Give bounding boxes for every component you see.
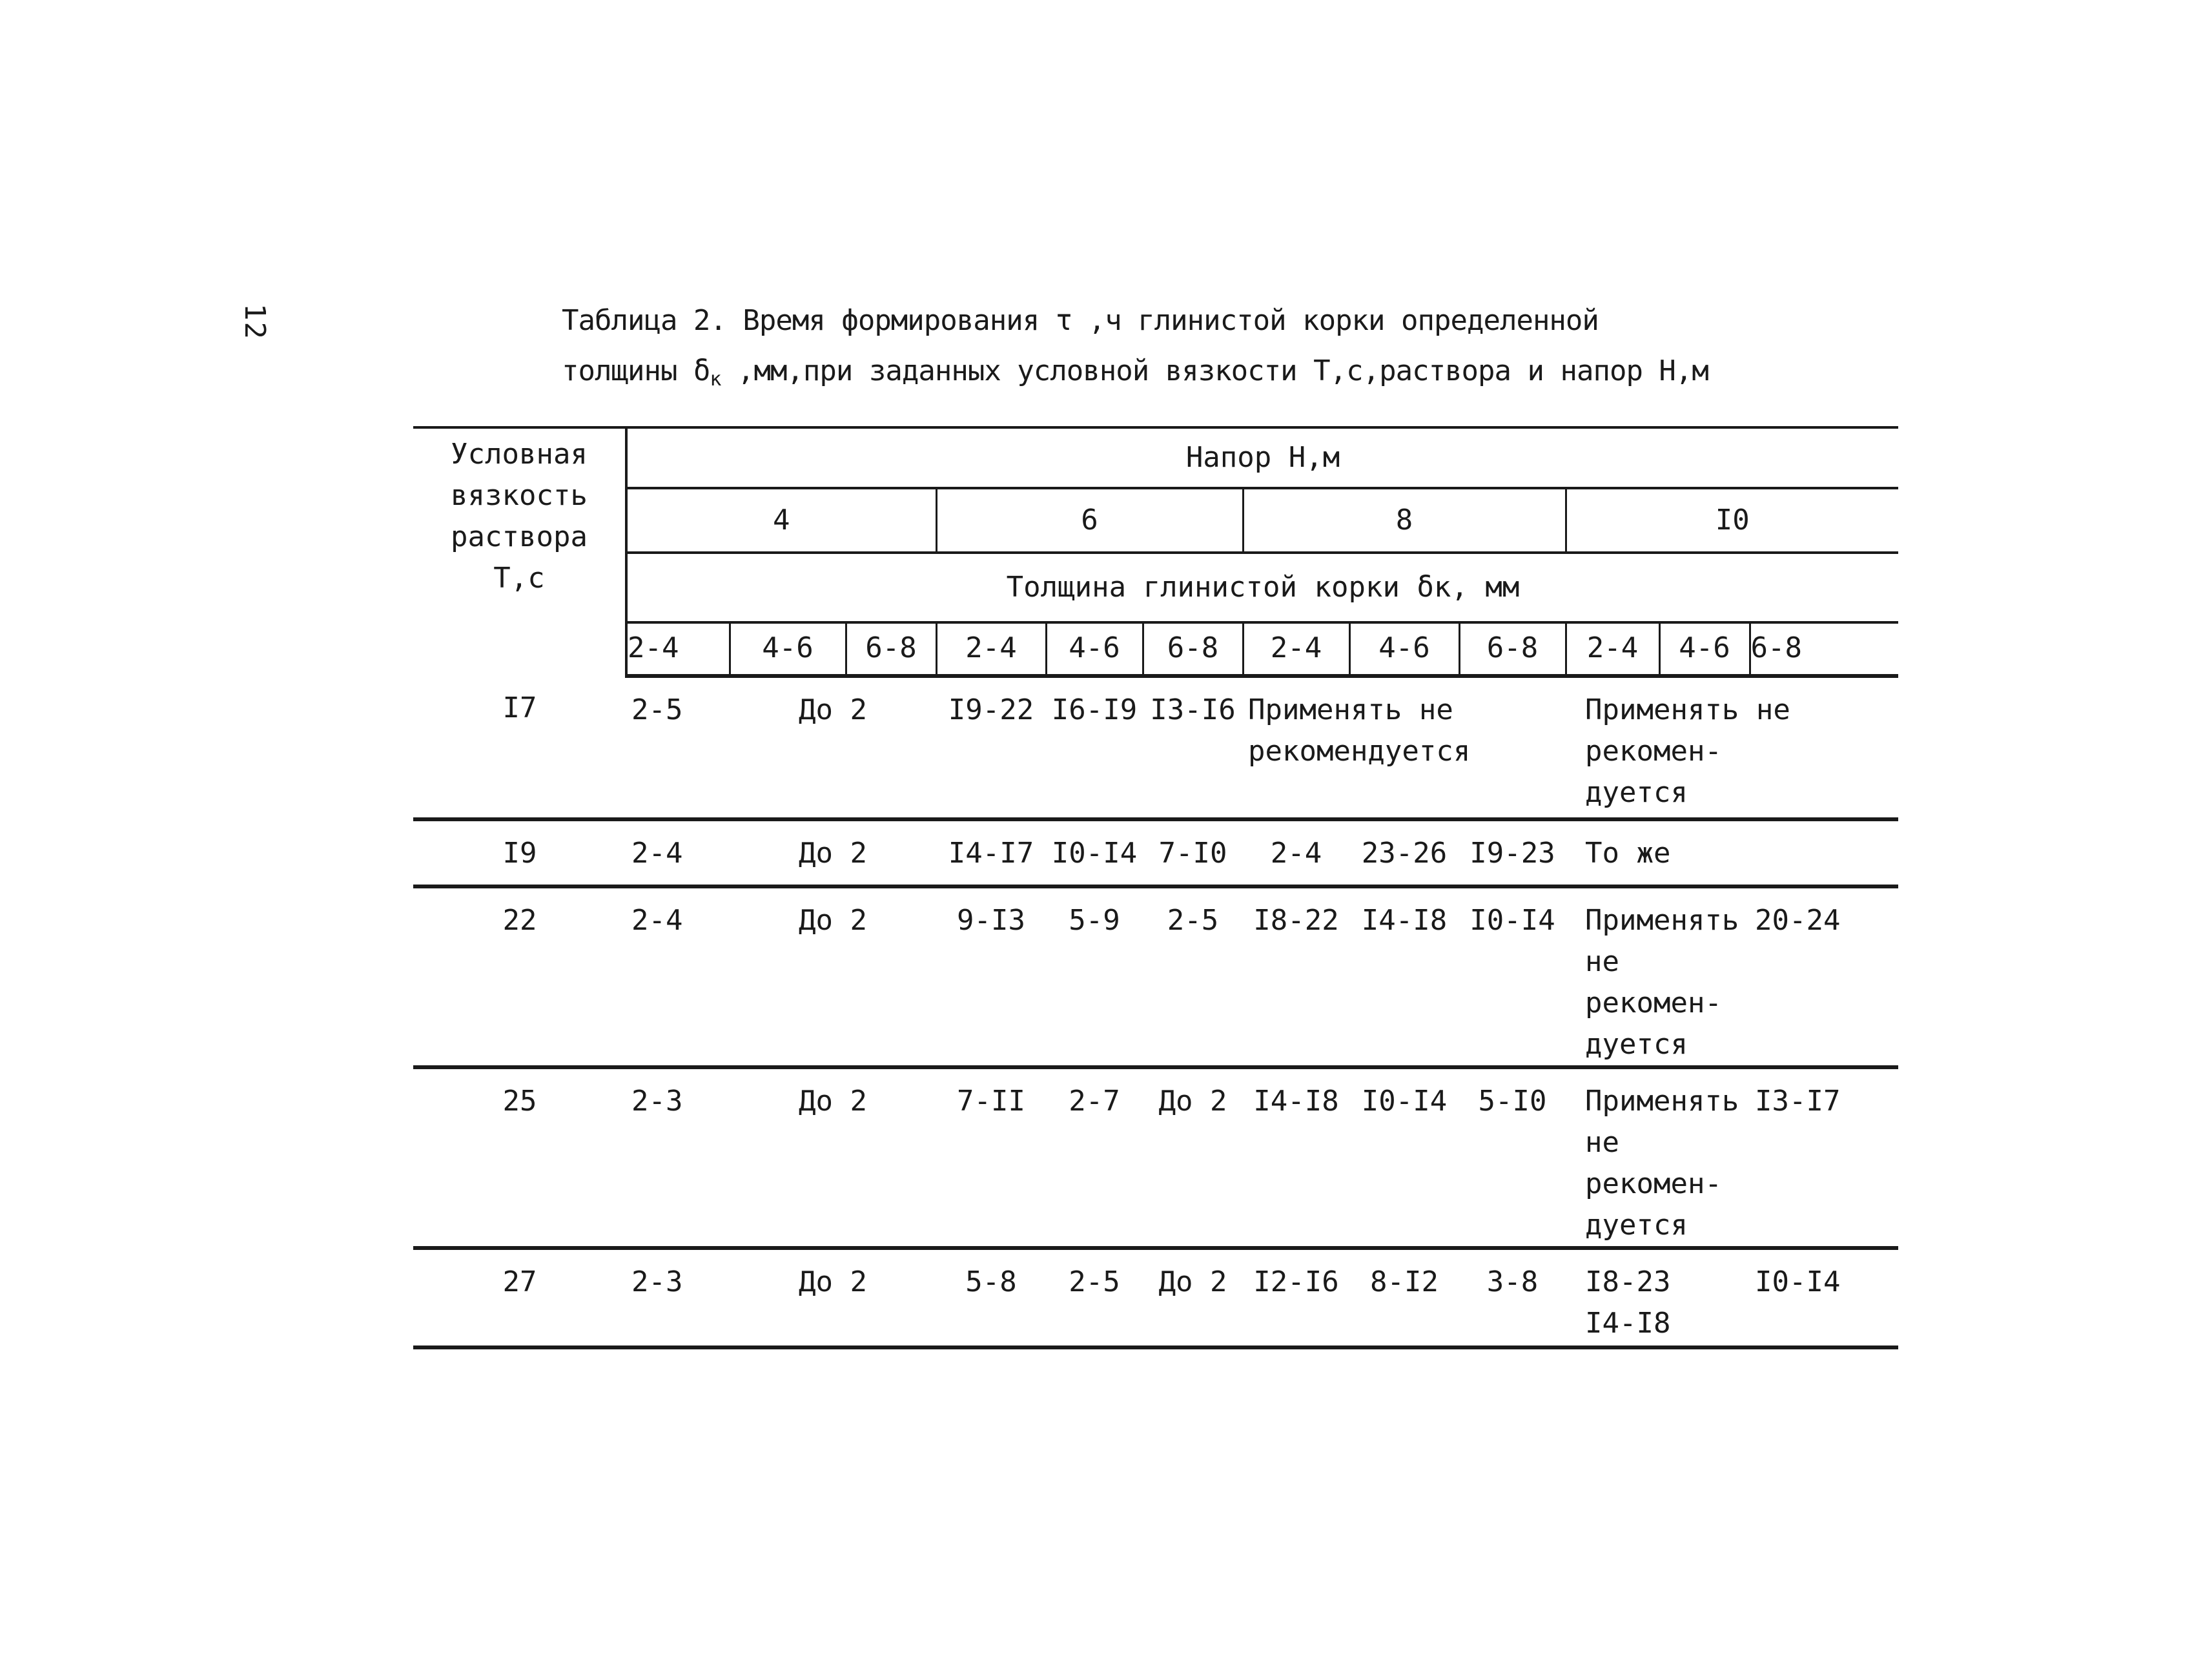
table-cell: 5-8 — [936, 1248, 1046, 1347]
table-cell: До 2 — [1143, 1248, 1243, 1347]
caption-text: ,мм,при заданных условной вязкости Т,с,раствора и напор Н,м — [721, 354, 1708, 387]
table-cell: 7-I0 — [1143, 819, 1243, 886]
table-cell: 5-9 — [1046, 886, 1143, 1067]
table-cell: Применять не рекомен-дуется — [1566, 1067, 1750, 1248]
thickness-range: 2-4 — [1243, 622, 1349, 676]
table-cell — [1566, 1248, 1750, 1347]
thickness-range: 4-6 — [1046, 622, 1143, 676]
thickness-range: 2-4 — [1566, 622, 1659, 676]
viscosity-cell: 25 — [413, 1067, 626, 1248]
table-cell: 9-I3 — [936, 886, 1046, 1067]
caption-text: толщины — [562, 354, 693, 387]
viscosity-cell: 27 — [413, 1248, 626, 1347]
table-cell: До 2 — [730, 886, 936, 1067]
table-cell: I8-22 — [1243, 886, 1349, 1067]
thickness-range: 2-4 — [626, 622, 730, 676]
thickness-header: Толщина глинистой корки δк, мм — [626, 553, 1898, 622]
viscosity-cell: I7 — [413, 676, 626, 819]
caption-text: ,ч глинистой корки определенной — [1072, 304, 1599, 337]
table-cell: 2-7 — [1046, 1067, 1143, 1248]
table-cell: 20-24 — [1750, 886, 1898, 1067]
table-cell: I3-I6 — [1143, 676, 1243, 819]
viscosity-cell: I9 — [413, 819, 626, 886]
head-value: 4 — [626, 488, 936, 553]
thickness-range: 6-8 — [1750, 622, 1898, 676]
thickness-range: 6-8 — [1459, 622, 1566, 676]
head-header: Напор Н,м — [626, 427, 1898, 488]
table-cell: То же — [1566, 819, 1898, 886]
caption-text: Таблица 2. Время формирования — [562, 304, 1056, 337]
table-cell: 2-4 — [1243, 819, 1349, 886]
thickness-range: 6-8 — [846, 622, 936, 676]
table-cell: I3-I7 — [1750, 1067, 1898, 1248]
viscosity-header-line: вязкость — [451, 479, 588, 512]
table-row — [413, 676, 1898, 819]
viscosity-cell: 22 — [413, 886, 626, 1067]
table-cell: 7-II — [936, 1067, 1046, 1248]
header-row-thickness — [413, 553, 1898, 622]
tau-symbol: τ — [1055, 304, 1072, 337]
delta-subscript: к — [710, 368, 721, 391]
table-cell: I4-I8 — [1349, 886, 1459, 1067]
table-cell: 2-3 — [626, 1067, 730, 1248]
table-cell: До 2 — [730, 1248, 936, 1347]
header-row-head — [413, 427, 1898, 488]
table-cell: До 2 — [730, 676, 936, 819]
table-cell: 2-5 — [626, 676, 730, 819]
thickness-range: 6-8 — [1143, 622, 1243, 676]
table-cell: 2-5 — [1143, 886, 1243, 1067]
delta-symbol: δ — [693, 354, 710, 387]
table-cell: I2-I6 — [1243, 1248, 1349, 1347]
head-value: 6 — [936, 488, 1243, 553]
table-cell: 2-5 — [1046, 1248, 1143, 1347]
table-cell: I0-I4 — [1046, 819, 1143, 886]
viscosity-header — [413, 427, 626, 676]
table-cell-line: I4-I8 — [1585, 1307, 1671, 1340]
table-cell: 8-I2 — [1349, 1248, 1459, 1347]
data-table-wrapper — [413, 426, 1898, 1349]
table-cell: 23-26 — [1349, 819, 1459, 886]
table-row — [413, 1248, 1898, 1347]
caption-line-1 — [562, 296, 2047, 346]
table-cell: I4-I8 — [1243, 1067, 1349, 1248]
table-row — [413, 1067, 1898, 1248]
data-table — [413, 426, 1898, 1349]
thickness-range: 4-6 — [1349, 622, 1459, 676]
table-cell: I4-I7 — [936, 819, 1046, 886]
table-cell: До 2 — [730, 1067, 936, 1248]
table-row — [413, 886, 1898, 1067]
head-value: 8 — [1243, 488, 1566, 553]
table-cell-line: I8-23 — [1585, 1265, 1671, 1298]
table-cell: I0-I4 — [1750, 1248, 1898, 1347]
table-cell: I0-I4 — [1459, 886, 1566, 1067]
header-row-ranges — [413, 622, 1898, 676]
header-row-head-values — [413, 488, 1898, 553]
table-cell: 2-4 — [626, 886, 730, 1067]
thickness-range: 2-4 — [936, 622, 1046, 676]
table-cell: I6-I9 — [1046, 676, 1143, 819]
table-cell: I9-22 — [936, 676, 1046, 819]
table-cell: Применять не рекомендуется — [1243, 676, 1566, 819]
table-cell: 2-3 — [626, 1248, 730, 1347]
head-value: I0 — [1566, 488, 1898, 553]
table-cell: Применять не рекомен-дуется — [1566, 676, 1898, 819]
table-cell: До 2 — [1143, 1067, 1243, 1248]
table-row — [413, 819, 1898, 886]
table-cell: I9-23 — [1459, 819, 1566, 886]
table-cell: 2-4 — [626, 819, 730, 886]
viscosity-header-line: Условная — [451, 438, 588, 471]
table-cell: 3-8 — [1459, 1248, 1566, 1347]
thickness-range: 4-6 — [1659, 622, 1750, 676]
page-number: 12 — [238, 303, 271, 340]
table-cell: 5-I0 — [1459, 1067, 1566, 1248]
table-cell: I0-I4 — [1349, 1067, 1459, 1248]
viscosity-header-line: раствора — [451, 520, 588, 553]
table-cell: Применять не рекомен-дуется — [1566, 886, 1750, 1067]
caption-line-2 — [562, 346, 2047, 405]
viscosity-header-line: Т,с — [493, 562, 545, 595]
table-cell: До 2 — [730, 819, 936, 886]
table-caption — [562, 296, 2047, 405]
thickness-range: 4-6 — [730, 622, 846, 676]
